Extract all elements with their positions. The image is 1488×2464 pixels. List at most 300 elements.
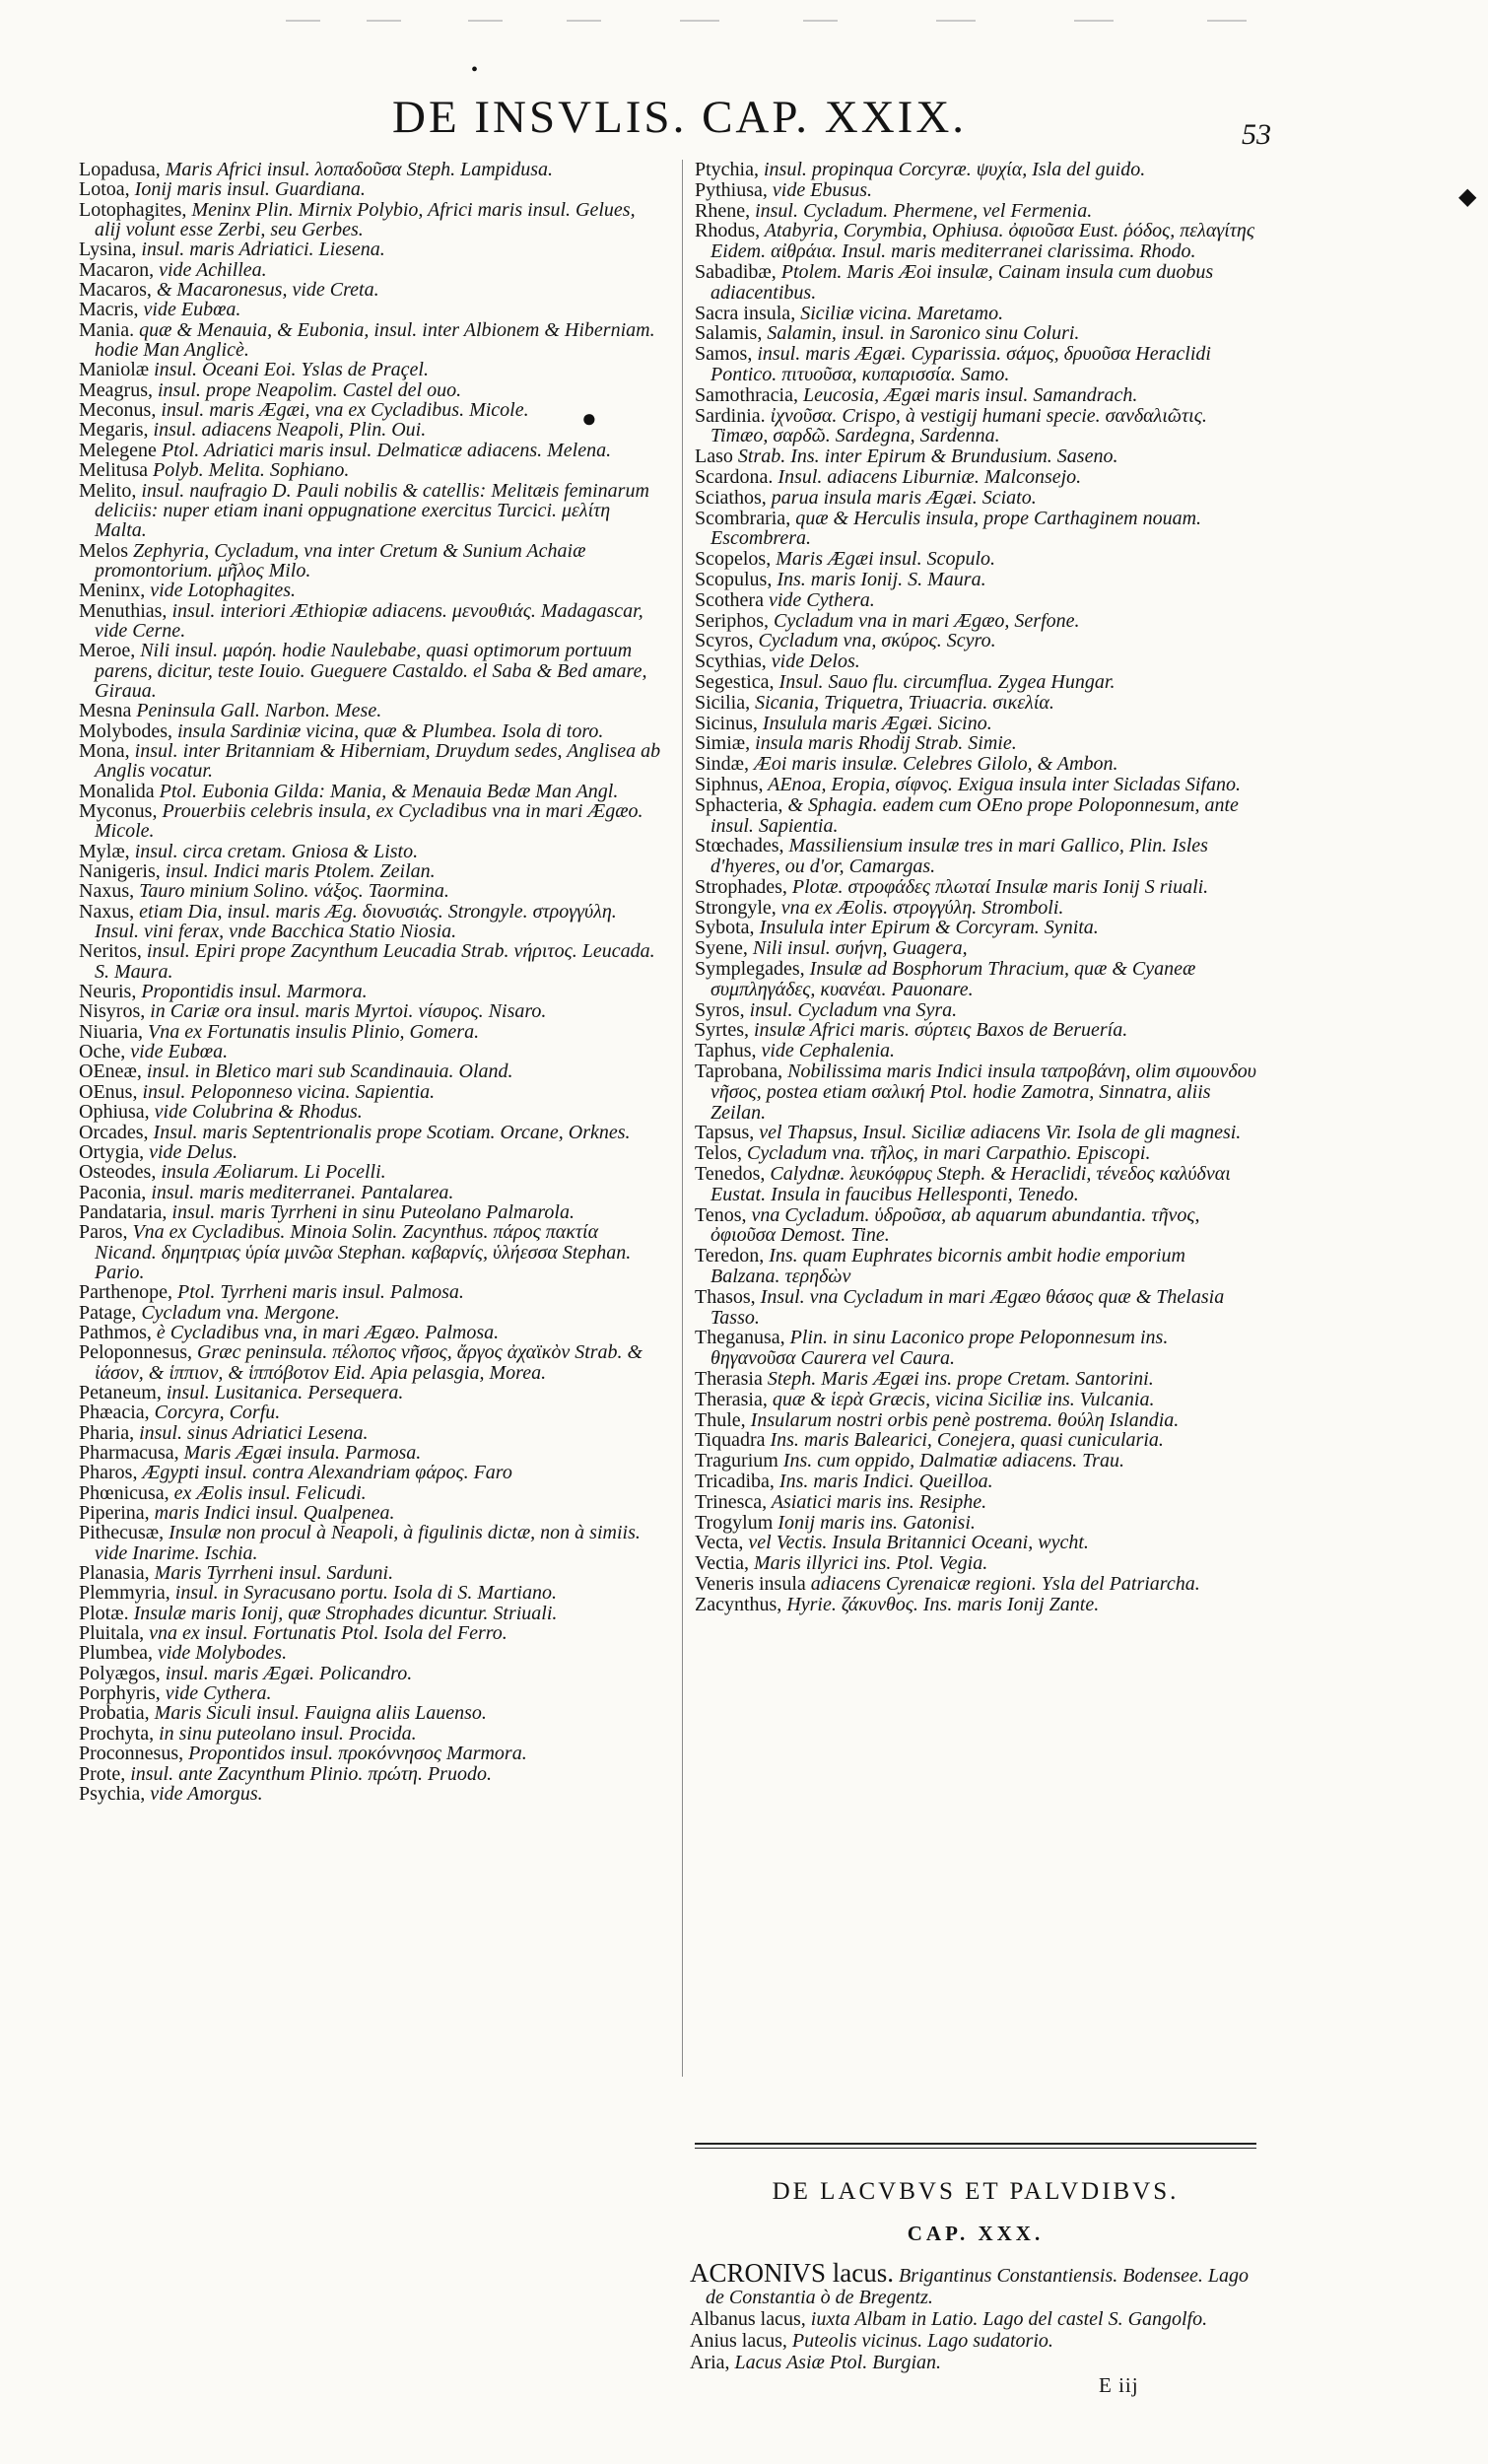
ink-mark: • [471, 59, 479, 81]
entry-head: Sciathos, [695, 486, 767, 509]
entry-head: Neuris, [79, 981, 137, 1003]
entry-head: Zacynthus, [695, 1593, 782, 1615]
entry-body: Vna ex Fortunatis insulis Plinio, Gomera. [142, 1020, 480, 1043]
entry-head: Vecta, [695, 1532, 744, 1554]
entry-head: Tenedos, [695, 1163, 766, 1186]
island-entry [695, 446, 1256, 467]
entry-body: Plotæ. στροφάδες πλωταί Insulæ maris Ionij S riuali. [786, 875, 1209, 898]
entry-body: vide Cythera. [763, 588, 875, 611]
entry-body: insul. inter Britanniam & Hiberniam, Druydum sedes, Anglisea ab Anglis vocatur. [95, 739, 661, 783]
entry-body: Nobilissima maris Indici insula ταπροβάνη, olim σιμουνδου νῆσος, postea etiam σαλική Ptol. hodie Zamotra, Sinnatra, aliis Zeilan. [710, 1061, 1256, 1124]
entry-body: vide Colubrina & Rhodus. [149, 1101, 363, 1124]
entry-body: insul. maris Ægæi. Policandro. [160, 1662, 413, 1684]
entry-body: vel Vectis. Insula Britannici Oceani, wycht. [743, 1532, 1089, 1554]
top-rule [286, 20, 320, 22]
island-entry [79, 1061, 662, 1081]
entry-head: Probatia, [79, 1702, 150, 1725]
island-entry [695, 1472, 1256, 1492]
entry-head: Tapsus, [695, 1122, 755, 1144]
island-entry [79, 1703, 662, 1723]
entry-head: Telos, [695, 1142, 743, 1165]
island-entry [695, 1000, 1256, 1021]
island-entry [695, 1430, 1256, 1451]
island-entry [695, 160, 1256, 180]
island-entry [79, 1202, 662, 1222]
entry-body: insul. maris Adriatici. Liesena. [136, 239, 385, 261]
island-entry [79, 1383, 662, 1403]
top-rule [1207, 20, 1247, 22]
island-entry [695, 733, 1256, 754]
entry-body: vide Molybodes. [153, 1642, 288, 1665]
entry-body: Asiatici maris ins. Resiphe. [767, 1490, 987, 1513]
entry-body: & Sphagia. eadem cum OEno prope Poloponnesum, ante insul. Sapientia. [710, 793, 1239, 837]
island-entry [79, 881, 662, 901]
island-entry [695, 1328, 1256, 1369]
entry-head: Strophades, [695, 875, 787, 898]
entry-head: Plemmyria, [79, 1582, 170, 1605]
entry-head: Strongyle, [695, 896, 777, 919]
entry-head: Pharmacusa, [79, 1442, 179, 1464]
entry-head: Phœnicusa, [79, 1481, 169, 1504]
entry-head: Scythias, [695, 650, 767, 673]
entry-body: Ptol. Eubonia Gilda: Mania, & Menauia Bedæ Man Angl. [154, 780, 619, 802]
entry-head: ACRONIVS lacus. [690, 2258, 894, 2288]
island-entry [79, 1022, 662, 1042]
top-rule [567, 20, 601, 22]
entry-body: insul. propinqua Corcyræ. ψυχία, Isla del guido. [759, 159, 1146, 180]
entry-head: Sacra insula, [695, 302, 796, 324]
entry-body: Cycladum vna, σκύρος. Scyro. [753, 630, 996, 652]
entry-head: Theganusa, [695, 1327, 785, 1349]
top-rule [1074, 20, 1114, 22]
entry-head: Polyægos, [79, 1662, 161, 1684]
ink-mark: ◆ [1458, 184, 1477, 210]
entry-body: Ins. quam Euphrates bicornis ambit hodie emporium Balzana. τερηδὼν [710, 1245, 1185, 1288]
island-entry [79, 1342, 662, 1383]
entry-body: Insul. adiacens Liburniæ. Malconsejo. [773, 465, 1082, 488]
entry-body: insul. circa cretam. Gniosa & Listo. [129, 840, 419, 862]
island-entry [79, 1503, 662, 1523]
entry-body: insula maris Rhodij Strab. Simie. [750, 732, 1017, 755]
entry-body: Hyrie. ζάκυνθος. Ins. maris Ionij Zante. [781, 1593, 1100, 1615]
island-entry [695, 631, 1256, 651]
entry-body: Siciliæ vicina. Maretamo. [795, 302, 1004, 324]
entry-head: Pluitala, [79, 1622, 145, 1645]
island-entry [79, 641, 662, 701]
island-entry [79, 1162, 662, 1182]
entry-body: Maris Siculi insul. Fauigna aliis Lauenso. [149, 1702, 487, 1725]
entry-head: Therasia [695, 1368, 763, 1391]
island-entry [79, 1303, 662, 1323]
entry-body: vel Thapsus, Insul. Siciliæ adiacens Vir. Isola de gli magnesi. [754, 1122, 1242, 1144]
entry-head: Plotæ. [79, 1602, 129, 1624]
entry-head: Salamis, [695, 322, 763, 345]
entry-head: Scopulus, [695, 568, 773, 590]
entry-head: Lysina, [79, 239, 137, 261]
entry-head: Menuthias, [79, 599, 168, 622]
island-entry [79, 260, 662, 280]
entry-head: Meroe, [79, 640, 136, 662]
page-number: 53 [1242, 118, 1271, 151]
island-entry [695, 406, 1256, 447]
entry-body: Meninx Plin. Mirnix Polybio, Africi maris insul. Gelues, alij volunt esse Zerbi, seu Gerbes. [95, 198, 636, 241]
entry-body: Maris Ægæi insul. Scopulo. [771, 548, 996, 571]
island-entry [79, 701, 662, 720]
entry-body: Ægypti insul. contra Alexandriam φάρος. Faro [137, 1462, 512, 1484]
entry-head: Oche, [79, 1041, 126, 1063]
entry-body: ἰχνοῦσα. Crispo, à vestigij humani specie. σανδαλιῶτις. Timæo, σαρδῶ. Sardegna, Sardenna. [710, 404, 1207, 447]
entry-head: Megaris, [79, 419, 149, 442]
island-entry [79, 420, 662, 440]
island-entry [79, 1483, 662, 1503]
entry-head: Melitusa [79, 459, 148, 482]
entry-body: insul. in Syracusano portu. Isola di S. Martiano. [169, 1582, 557, 1605]
entry-body: Ionij maris insul. Guardiana. [129, 178, 366, 201]
top-rule [367, 20, 401, 22]
island-entry [695, 1287, 1256, 1329]
island-entry [695, 1123, 1256, 1143]
island-entry [79, 601, 662, 642]
entry-body: vna ex insul. Fortunatis Ptol. Isola del Ferro. [144, 1622, 507, 1645]
island-entry [695, 1553, 1256, 1574]
entry-body: maris Indici insul. Qualpenea. [149, 1502, 395, 1525]
island-entry [79, 1623, 662, 1643]
entry-body: insul. ante Zacynthum Plinio. πρώτη. Pruodo. [125, 1762, 492, 1785]
entry-body: insul. prope Neapolim. Castel del ouo. [152, 378, 462, 401]
entry-body: insul. interiori Æthiopiæ adiacens. μενουθιάς. Madagascar, vide Cerne. [95, 599, 643, 642]
island-entry [695, 262, 1256, 304]
entry-body: Polyb. Melita. Sophiano. [148, 459, 350, 482]
entry-head: Thasos, [695, 1285, 756, 1308]
entry-body: insul. Oceani Eoi. Yslas de Praçel. [149, 359, 429, 381]
entry-body: Nili insul. μαρόη. hodie Naulebabe, quasi optimorum portuum parens, dicitur, teste Iouio. Gueguere Castaldo. el Saba & Bed amare, Giraua. [95, 640, 647, 702]
entry-body: Sicania, Triquetra, Triuacria. σικελία. [750, 691, 1054, 714]
entry-head: Pithecusæ, [79, 1522, 165, 1544]
entry-body: Æoi maris insulæ. Celebres Gilolo, & Ambon. [749, 753, 1118, 776]
entry-head: Tiquadra [695, 1429, 766, 1452]
entry-head: Meconus, [79, 399, 157, 422]
entry-head: Lotoa, [79, 178, 130, 201]
entry-head: Melos [79, 539, 128, 562]
entry-body: insul. adiacens Neapoli, Plin. Oui. [148, 419, 427, 442]
entry-body: insul. maris Ægæi, vna ex Cycladibus. Micole. [156, 399, 529, 422]
entry-body: iuxta Albam in Latio. Lago del castel S. Gangolfo. [805, 2308, 1208, 2330]
island-entry [695, 1533, 1256, 1553]
entry-head: Macaron, [79, 258, 155, 281]
entry-body: quæ & ἱερὰ Græcis, vicina Siciliæ ins. Vulcania. [767, 1388, 1155, 1410]
entry-body: insul. maris Ægæi. Cyparissia. σάμος, δρυοῦσα Heraclidi Pontico. πιτυοῦσα, κυπαρισσία. Samo. [710, 343, 1211, 385]
island-entry [79, 1563, 662, 1583]
entry-body: insul. maris Tyrrheni in sinu Puteolano Palmarola. [167, 1200, 575, 1223]
island-entry [79, 1764, 662, 1784]
ink-mark: ● [581, 404, 597, 433]
entry-head: Pythiusa, [695, 178, 768, 201]
entry-head: Therasia, [695, 1388, 768, 1410]
entry-body: quæ & Herculis insula, prope Carthaginem nouam. Escombrera. [710, 507, 1202, 550]
entry-head: Simiæ, [695, 732, 751, 755]
island-entry [79, 380, 662, 400]
lakes-list [690, 2258, 1256, 2373]
entry-body: Corcyra, Corfu. [149, 1402, 281, 1424]
entry-body: insula Æoliarum. Li Pocelli. [156, 1161, 386, 1184]
entry-body: Insulæ maris Ionij, quæ Strophades dicuntur. Striuali. [128, 1602, 558, 1624]
entry-body: insul. maris mediterranei. Pantalarea. [146, 1181, 454, 1203]
island-entry [79, 1042, 662, 1061]
entry-head: Plumbea, [79, 1642, 153, 1665]
page-title: DE INSVLIS. CAP. XXIX. [392, 92, 968, 143]
entry-head: Paconia, [79, 1181, 147, 1203]
entry-head: Orcades, [79, 1121, 149, 1143]
entry-head: Trinesca, [695, 1490, 768, 1513]
entry-head: Syrtes, [695, 1019, 749, 1042]
entry-body: Maris Ægæi insula. Parmosa. [178, 1442, 422, 1464]
entry-body: vide Delus. [144, 1140, 238, 1163]
entry-body: vna Cycladum. ὑδροῦσα, ab aquarum abundantia. τῆνος, ὀφιοῦσα Demost. Tine. [710, 1203, 1200, 1247]
entry-body: Græc peninsula. πέλοπος νῆσος, ἄργος ἀχαϊκὸν Strab. & ἰάσον, & ἱππιον, & ἱππόβοτον Eid. Apia pelasgia, Morea. [95, 1341, 643, 1384]
entry-head: Macaros, [79, 279, 152, 302]
island-entry [79, 200, 662, 240]
entry-body: Ionij maris ins. Gatonisi. [773, 1511, 976, 1534]
entry-head: Vectia, [695, 1552, 749, 1575]
island-entry [695, 1451, 1256, 1472]
entry-head: Planasia, [79, 1562, 150, 1585]
island-entry [695, 1574, 1256, 1595]
entry-head: Porphyris, [79, 1682, 161, 1705]
entry-head: Pandataria, [79, 1200, 168, 1223]
island-entry [79, 1643, 662, 1663]
island-entry [695, 714, 1256, 734]
island-entry [79, 360, 662, 379]
entry-head: Nanigeris, [79, 860, 161, 883]
island-entry [695, 1020, 1256, 1041]
entry-head: Siphnus, [695, 773, 764, 795]
entry-head: Rhene, [695, 199, 751, 222]
entry-body: vide Eubœa. [125, 1041, 229, 1063]
entry-body: vide Ebusus. [767, 178, 872, 201]
island-entry [79, 782, 662, 801]
entry-head: Lopadusa, [79, 159, 161, 180]
entry-head: Mona, [79, 739, 130, 762]
entry-head: Prote, [79, 1762, 126, 1785]
island-entry [695, 1595, 1256, 1615]
entry-head: Aria, [690, 2352, 730, 2373]
entry-body: insul. Lusitanica. Persequera. [161, 1381, 404, 1403]
entry-head: Sindæ, [695, 753, 750, 776]
island-entry [695, 1164, 1256, 1205]
entry-head: Ophiusa, [79, 1101, 150, 1124]
entry-body: Insulæ ad Bosphorum Thracium, quæ & Cyaneæ συμπληγάδες, κυανέαι. Pauonare. [710, 958, 1196, 1000]
entry-head: Naxus, [79, 880, 135, 903]
island-entry [79, 861, 662, 881]
island-entry [79, 1423, 662, 1443]
island-entry [79, 1323, 662, 1342]
entry-body: Insul. maris Septentrionalis prope Scotiam. Orcane, Orknes. [148, 1121, 631, 1143]
entry-body: Ins. cum oppido, Dalmatiæ adiacens. Trau. [778, 1450, 1124, 1472]
entry-body: Insul. Sauo flu. circumflua. Zygea Hungar. [774, 670, 1116, 693]
island-entry [79, 1222, 662, 1282]
signature-mark: E iij [1099, 2373, 1139, 2397]
island-entry [79, 842, 662, 861]
island-entry [695, 754, 1256, 775]
entry-body: Strab. Ins. inter Epirum & Brundusium. Saseno. [732, 445, 1118, 468]
entry-body: insul. Epiri prope Zacynthum Leucadia Strab. νήριτος. Leucada. S. Maura. [95, 940, 655, 983]
island-entry [79, 1463, 662, 1482]
entry-body: vide Achillea. [154, 258, 267, 281]
island-entry [79, 179, 662, 199]
island-entry [695, 344, 1256, 385]
entry-body: insulæ Africi maris. σύρτεις Baxos de Beruería. [749, 1019, 1128, 1042]
island-entry [695, 1143, 1256, 1164]
entry-head: Piperina, [79, 1502, 150, 1525]
entry-head: Macris, [79, 299, 139, 321]
island-entry [79, 400, 662, 420]
entry-body: Maris Africi insul. λοπαδοῦσα Steph. Lampidusa. [160, 159, 553, 180]
entry-body: Vna ex Cycladibus. Minoia Solin. Zacynthus. πάρος πακτία Nicand. δημητριας ὑρία μινῶα Stephan. καβαρνίς, ὑλήεσσα Stephan. Pario. [95, 1221, 632, 1283]
entry-head: Symplegades, [695, 958, 805, 981]
entry-head: Naxus, [79, 900, 135, 923]
entry-head: Pathmos, [79, 1321, 152, 1343]
entry-body: Nili insul. συήνη, Guagera, [747, 937, 968, 960]
island-entry [79, 481, 662, 541]
island-entry [695, 877, 1256, 898]
island-entry [695, 590, 1256, 611]
section-title: DE LACVBVS ET PALVDIBVS. [772, 2178, 1180, 2205]
entry-head: Tricadiba, [695, 1471, 775, 1492]
entry-body: Steph. Maris Ægæi ins. prope Cretam. Santorini. [762, 1368, 1154, 1391]
island-entry [79, 1001, 662, 1021]
entry-head: Scombraria, [695, 507, 791, 529]
entry-head: Maniolæ [79, 359, 150, 381]
top-rule [936, 20, 976, 22]
island-entry [695, 1246, 1256, 1287]
entry-head: Neritos, [79, 940, 142, 963]
lake-entry [690, 2330, 1256, 2352]
island-entry [79, 581, 662, 600]
entry-body: Cycladum vna in mari Ægæo, Serfone. [769, 609, 1080, 632]
entry-body: Ptol. Tyrrheni maris insul. Palmosa. [171, 1281, 464, 1304]
entry-head: OEnus, [79, 1080, 138, 1103]
entry-body: insul. Peloponneso vicina. Sapientia. [137, 1080, 436, 1103]
island-entry [695, 1492, 1256, 1513]
entry-head: Peloponnesus, [79, 1341, 192, 1364]
entry-body: Plin. in sinu Laconico prope Peloponnesum ins. θηγανοῦσα Caurera vel Caura. [710, 1327, 1169, 1370]
island-entry [79, 1784, 662, 1804]
entry-body: vide Amorgus. [145, 1782, 263, 1805]
entry-body: Insulæ non procul à Neapoli, à figulinis dictæ, non à simiis. vide Inarime. Ischia. [95, 1522, 641, 1564]
entry-head: OEneæ, [79, 1061, 142, 1083]
entry-head: Teredon, [695, 1245, 765, 1267]
entry-head: Niuaria, [79, 1020, 143, 1043]
page-header [0, 91, 1488, 160]
entry-head: Segestica, [695, 670, 775, 693]
entry-body: adiacens Cyrenaicæ regioni. Ysla del Patriarcha. [805, 1572, 1200, 1595]
entry-head: Syros, [695, 998, 745, 1021]
island-entry [79, 741, 662, 782]
entry-head: Syene, [695, 937, 748, 960]
entry-head: Nisyros, [79, 1000, 146, 1023]
entry-head: Seriphos, [695, 609, 769, 632]
entry-body: Cycladum vna. Mergone. [136, 1301, 340, 1324]
entry-head: Albanus lacus, [690, 2308, 806, 2330]
right-column [695, 160, 1256, 1615]
entry-body: vide Eubœa. [138, 299, 241, 321]
entry-body: insul. naufragio D. Pauli nobilis & catellis: Melitæis feminarum deliciis: nuper etiam inani oppugnatione exercitus Turcici. μελίτη Malta. [95, 479, 649, 542]
island-entry [695, 1369, 1256, 1390]
entry-body: Insul. vna Cycladum in mari Ægæo θάσος quæ & Thelasia Tasso. [710, 1285, 1225, 1329]
entry-body: vna ex Æolis. στρογγύλη. Stromboli. [776, 896, 1064, 919]
island-entry [79, 902, 662, 942]
island-entry [695, 1390, 1256, 1410]
lake-entry [690, 2352, 1256, 2373]
section-rule [695, 2148, 1256, 2149]
section-rule [695, 2143, 1256, 2145]
entry-head: Myconus, [79, 800, 158, 822]
entry-body: insul. sinus Adriatici Lesena. [134, 1421, 369, 1444]
island-entry [695, 775, 1256, 795]
entry-head: Petaneum, [79, 1381, 162, 1403]
entry-body: Ins. maris Balearici, Conejera, quasi cunicularia. [765, 1429, 1164, 1452]
entry-head: Patage, [79, 1301, 137, 1324]
entry-body: Propontidos insul. προκόννησος Marmora. [183, 1743, 527, 1765]
entry-head: Melegene [79, 439, 157, 461]
island-entry [79, 1102, 662, 1122]
entry-head: Meninx, [79, 580, 146, 602]
entry-body: Peninsula Gall. Narbon. Mese. [131, 700, 382, 722]
island-entry [695, 549, 1256, 570]
entry-head: Lotophagites, [79, 198, 187, 221]
entry-head: Sardinia. [695, 404, 766, 427]
entry-body: Zephyria, Cycladum, vna inter Cretum & Sunium Achaiæ promontorium. μῆλος Milo. [95, 539, 586, 582]
entry-head: Trogylum [695, 1511, 774, 1534]
entry-head: Pharos, [79, 1462, 138, 1484]
entry-head: Molybodes, [79, 719, 172, 742]
island-entry [695, 304, 1256, 324]
entry-head: Anius lacus, [690, 2330, 787, 2352]
island-entry [695, 1410, 1256, 1431]
island-entry [695, 836, 1256, 877]
entry-head: Thule, [695, 1408, 746, 1431]
entry-body: insul. Cycladum. Phermene, vel Fermenia. [750, 199, 1093, 222]
entry-body: Propontidis insul. Marmora. [136, 981, 368, 1003]
island-entry [695, 323, 1256, 344]
island-entry [79, 1523, 662, 1563]
island-entry [695, 672, 1256, 693]
entry-body: Lacus Asiæ Ptol. Burgian. [729, 2352, 942, 2373]
top-rule [468, 20, 503, 22]
entry-body: insul. Cycladum vna Syra. [744, 998, 958, 1021]
entry-body: Maris Tyrrheni insul. Sarduni. [149, 1562, 394, 1585]
entry-body: Ptol. Adriatici maris insul. Delmaticæ adiacens. Melena. [156, 439, 612, 461]
island-entry [695, 898, 1256, 919]
entry-body: vide Lotophagites. [145, 580, 296, 602]
island-entry [79, 941, 662, 982]
island-entry [695, 385, 1256, 406]
entry-head: Rhodus, [695, 220, 761, 242]
entry-head: Ortygia, [79, 1140, 145, 1163]
island-entry [79, 300, 662, 319]
entry-body: parua insula maris Ægæi. Sciato. [766, 486, 1037, 509]
entry-head: Scyros, [695, 630, 754, 652]
entry-head: Sybota, [695, 917, 755, 939]
entry-body: Ins. maris Ionij. S. Maura. [772, 568, 986, 590]
island-entry [79, 240, 662, 259]
island-entry [79, 1604, 662, 1623]
lake-entry [690, 2258, 1256, 2308]
island-entry [79, 721, 662, 741]
entry-body: Atabyria, Corymbia, Ophiusa. ὀφιοῦσα Eust. ῥόδος, πελαγίτης Eidem. αἰθράια. Insul. maris mediterranei clarissima. Rhodo. [710, 220, 1254, 263]
entry-head: Stœchades, [695, 835, 784, 857]
island-entry [695, 467, 1256, 488]
